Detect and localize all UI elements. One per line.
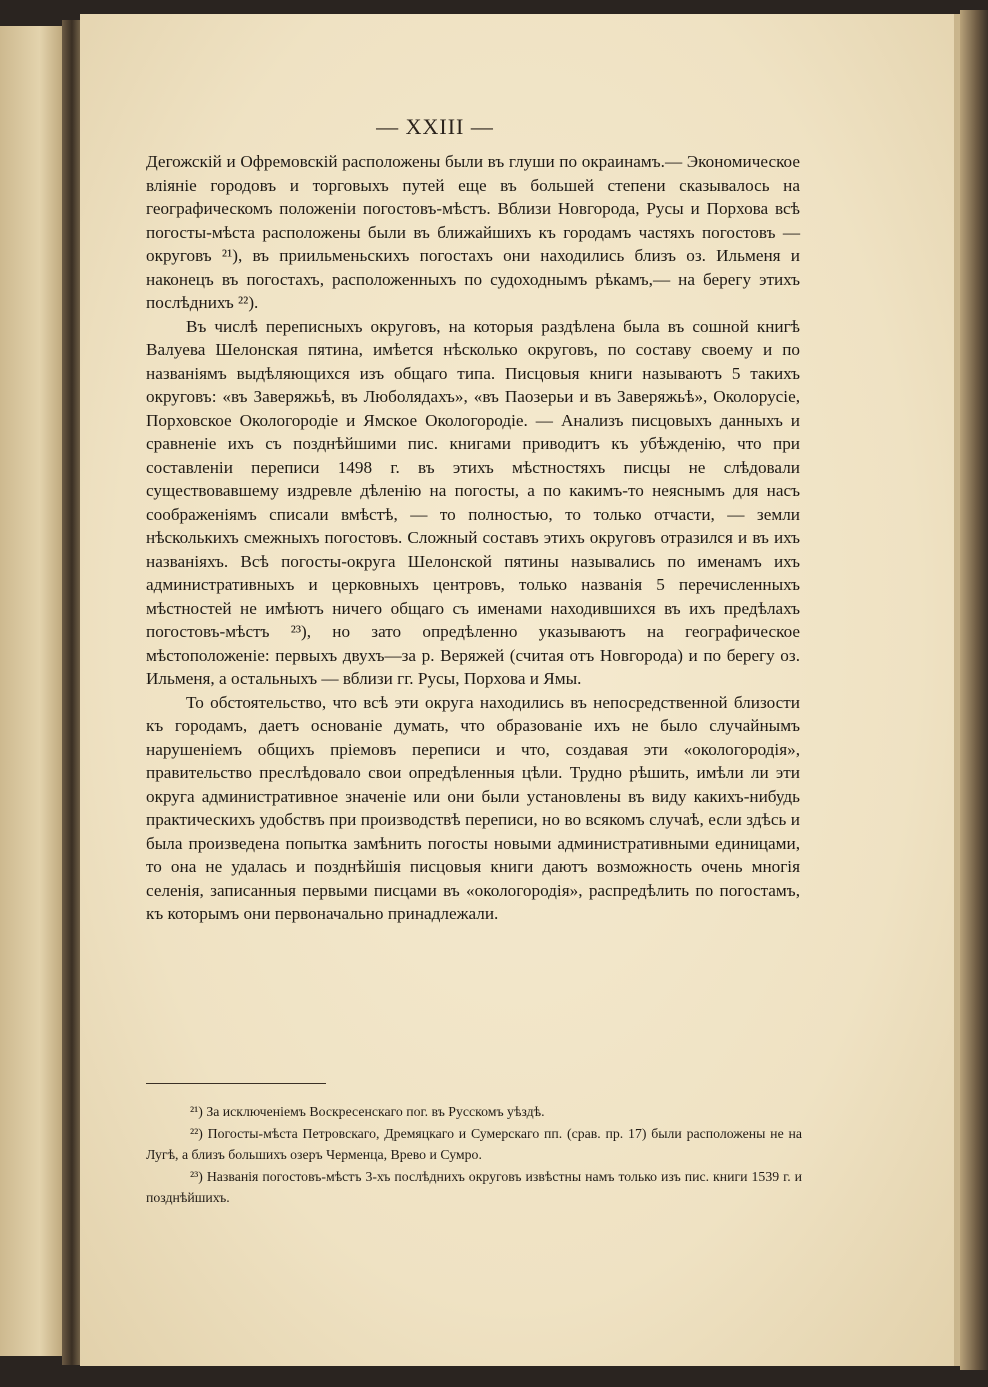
footnote-divider: [146, 1083, 326, 1084]
page-number: — XXIII —: [376, 114, 494, 139]
left-page-edge: [0, 26, 66, 1356]
paragraph-3: То обстоятельство, что всѣ эти округа находились въ непосредственной близости къ городамъ, даетъ основаніе думать, что образованіе ихъ не было случайнымъ нарушеніемъ общихъ пріемовъ переписи и что, создавая эти «окологородія», правительство преслѣдовало свои опредѣленныя цѣли. Трудно рѣшить, имѣли ли эти округа административное значеніе или они были установлены въ виду какихъ-нибудь практическихъ удобствъ при производствѣ переписи, но во всякомъ случаѣ, если здѣсь и была произведена попытка замѣнить погосты новыми административными единицами, то она не удалась и позднѣйшія писцовыя книги даютъ возможность очень многія селенія, записанныя первыми писцами въ «окологородія», распредѣлить по погостамъ, къ которымъ они первоначально принадлежали.: [146, 692, 800, 923]
paragraph-2: Въ числѣ переписныхъ округовъ, на которыя раздѣлена была въ сошной книгѣ Валуева Шелонская пятина, имѣется нѣсколько округовъ, по составу своему и по названіямъ выдѣляющихся изъ общаго типа. Писцовыя книги называютъ 5 такихъ округовъ: «въ Заверяжьѣ, въ Люболядахъ», «въ Паозерьи и въ Заверяжьѣ», Околорусіе, Порховское Окологородіе и Ямское Окологородіе. — Анализъ писцовыхъ данныхъ и сравненіе ихъ съ позднѣйшими пис. книгами приводитъ къ убѣжденію, что при составленіи переписи 1498 г. въ этихъ мѣстностяхъ писцы не слѣдовали существовавшему издревле дѣленію на погосты, а по какимъ-то неяснымъ для насъ соображеніямъ списали вмѣстѣ, — то полностью, то только отчасти, — земли нѣсколькихъ смежныхъ погостовъ. Сложный составъ этихъ округовъ отразился и въ ихъ названіяхъ. Всѣ погосты-округа Шелонской пятины назывались по именамъ ихъ административныхъ и церковныхъ центровъ, только названія 5 перечисленныхъ мѣстностей не имѣютъ ничего общаго съ именами находившихся въ ихъ предѣлахъ погостовъ-мѣстъ ²³), но зато опредѣленно указываютъ на географическое мѣстоположеніе: первыхъ двухъ—за р. Веряжей (считая отъ Новгорода) и по берегу оз. Ильменя, а остальныхъ — вблизи гг. Русы, Порхова и Ямы.: [146, 316, 800, 688]
paragraph-1: Дегожскій и Офремовскій расположены были въ глуши по окраинамъ.— Экономическое вліяніе городовъ и торговыхъ путей еще въ большей степени сказывалось на географическомъ положеніи погостовъ-мѣстъ. Вблизи Новгорода, Русы и Порхова всѣ погосты-мѣста расположены были въ ближайшихъ къ городамъ частяхъ погостовъ — округовъ ²¹), въ приильменьскихъ погостахъ они находились близъ оз. Ильменя и наконецъ въ погостахъ, расположенныхъ по судоходнымъ рѣкамъ,— на берегу этихъ послѣднихъ ²²).: [146, 152, 800, 312]
footnote-22: ²²) Погосты-мѣста Петровскаго, Дремяцкаго и Сумерскаго пп. (срав. пр. 17) были расположены не на Лугѣ, а близъ большихъ озеръ Черменца, Врево и Сумро.: [146, 1125, 802, 1162]
page-edge: [960, 10, 988, 1370]
body-text: [146, 150, 800, 926]
footnote-23: ²³) Названія погостовъ-мѣстъ 3-хъ послѣднихъ округовъ извѣстны намъ только изъ пис. книги 1539 г. и позднѣйшихъ.: [146, 1168, 802, 1205]
footnotes: [146, 1101, 802, 1209]
footnote-21: ²¹) За исключеніемъ Воскресенскаго пог. въ Русскомъ уѣздѣ.: [190, 1104, 545, 1119]
